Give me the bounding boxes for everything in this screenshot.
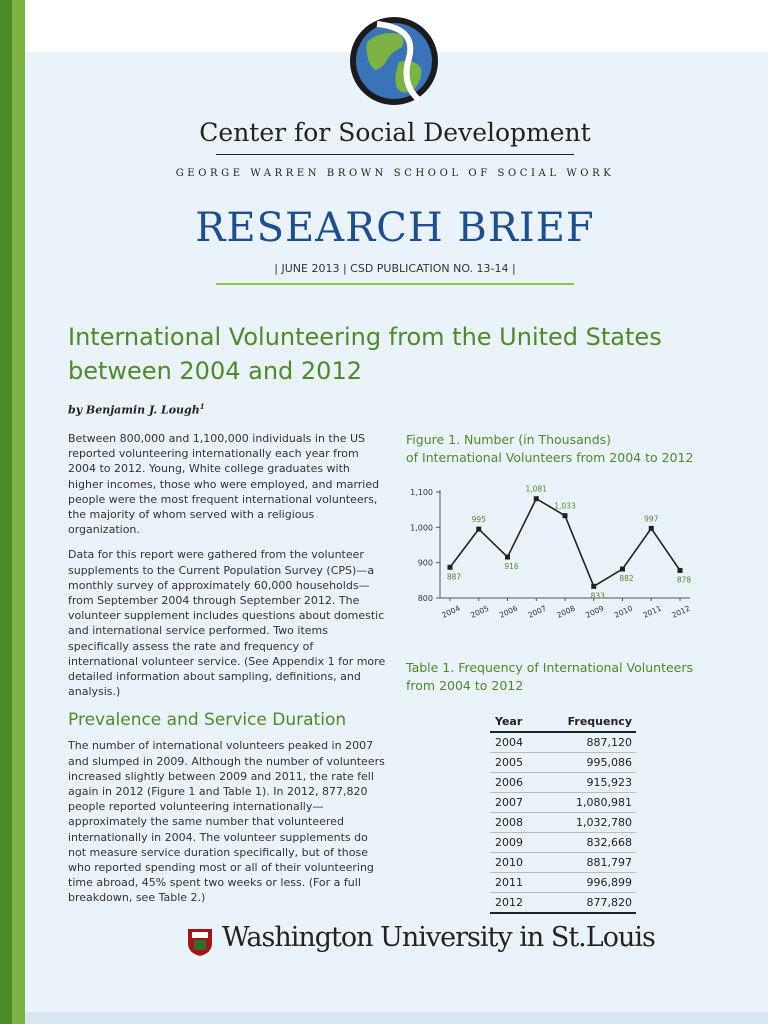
cell-frequency: 877,820 xyxy=(539,893,636,914)
paragraph-data: Data for this report were gathered from the volunteer supplements to the Current Population Survey (CPS)—a monthly survey of approximately 60,000 households—from September 2004 through September 2012. The volunteer supplement includes questions about domestic and international service performed. Two items specifically assess the rate and frequency of international volunteer service. (See Appendix 1 for more detailed information about sampling, definitions, and analysis.) xyxy=(68,548,386,699)
figure-caption xyxy=(406,431,746,467)
x-tick-label: 2010 xyxy=(612,603,634,620)
header-rule xyxy=(216,154,574,155)
data-point xyxy=(678,568,683,573)
cell-frequency: 1,080,981 xyxy=(539,793,636,813)
bottom-band xyxy=(0,1012,768,1024)
section-heading: Prevalence and Service Duration xyxy=(68,710,347,731)
author-name: by Benjamin J. Lough xyxy=(68,403,200,417)
cell-frequency: 995,086 xyxy=(539,753,636,773)
paragraph-intro: Between 800,000 and 1,100,000 individuals in the US reported volunteering internationally each year from 2004 to 2012. Young, White college graduates with higher incomes, those who were employed, and married people were the most frequent international volunteers, the majority of whom served with a religious organization. xyxy=(68,432,380,537)
y-tick-label: 1,000 xyxy=(410,523,433,533)
table-caption-line1: Table 1. Frequency of International Volunteers xyxy=(406,660,693,675)
data-point xyxy=(476,527,481,532)
research-brief-title: RESEARCH BRIEF xyxy=(195,205,595,251)
org-name: Center for Social Development xyxy=(199,118,591,147)
x-tick-label: 2009 xyxy=(584,603,606,620)
data-label: 833 xyxy=(590,591,605,601)
data-label: 995 xyxy=(471,515,486,525)
series-line xyxy=(450,499,680,587)
data-point xyxy=(534,496,539,501)
university-shield-icon xyxy=(186,927,214,957)
header-frequency: Frequency xyxy=(539,713,636,732)
footnote-marker: 1 xyxy=(199,402,205,411)
cell-frequency: 915,923 xyxy=(539,773,636,793)
cell-year: 2005 xyxy=(490,753,539,773)
table-row xyxy=(490,853,636,873)
left-light-green-bar xyxy=(12,0,25,1024)
cell-year: 2006 xyxy=(490,773,539,793)
cell-frequency: 887,120 xyxy=(539,732,636,753)
article-title: International Volunteering from the United States between 2004 and 2012 xyxy=(68,323,662,385)
table-caption xyxy=(406,659,756,695)
cell-frequency: 832,668 xyxy=(539,833,636,853)
left-column xyxy=(68,431,386,916)
cell-year: 2008 xyxy=(490,813,539,833)
university-name: Washington University in St.Louis xyxy=(222,922,655,953)
data-point xyxy=(563,513,568,518)
school-name: GEORGE WARREN BROWN SCHOOL OF SOCIAL WORK xyxy=(175,168,615,179)
paragraph-prevalence: The number of international volunteers peaked in 2007 and slumped in 2009. Although the number of volunteers increased slightly between 2009 and 2011, the rate fell again in 2012 (Figure 1 and Table 1). In 2012, 877,820 people reported volunteering internationally—approximately the same number that volunteered internationally in 2004. The volunteer supplements do not measure service duration specifically, but of those who reported spending most or all of their volunteering time abroad, 45% spent two weeks or less. (For a full breakdown, see Table 2.) xyxy=(68,739,385,905)
globe-logo-icon xyxy=(347,14,441,108)
data-label: 882 xyxy=(619,574,634,584)
table-caption-line2: from 2004 to 2012 xyxy=(406,678,524,693)
y-tick-label: 900 xyxy=(417,558,433,568)
x-tick-label: 2008 xyxy=(555,603,577,620)
byline xyxy=(68,402,205,417)
cell-year: 2010 xyxy=(490,853,539,873)
x-tick-label: 2012 xyxy=(670,603,692,620)
cell-year: 2009 xyxy=(490,833,539,853)
data-label: 1,081 xyxy=(525,484,547,494)
x-tick-label: 2004 xyxy=(440,603,462,620)
table-row xyxy=(490,893,636,914)
table-row xyxy=(490,813,636,833)
cell-year: 2011 xyxy=(490,873,539,893)
publication-line: | JUNE 2013 | CSD PUBLICATION NO. 13-14 | xyxy=(274,262,516,275)
green-rule xyxy=(216,283,574,285)
table-row xyxy=(490,773,636,793)
data-point xyxy=(505,555,510,560)
data-label: 1,033 xyxy=(554,501,576,511)
volunteer-line-chart xyxy=(400,478,700,628)
frequency-table xyxy=(490,713,636,914)
cell-frequency: 1,032,780 xyxy=(539,813,636,833)
data-label: 916 xyxy=(504,562,519,572)
data-point xyxy=(448,565,453,570)
data-label: 997 xyxy=(644,514,659,524)
cell-frequency: 996,899 xyxy=(539,873,636,893)
table-row xyxy=(490,833,636,853)
cell-frequency: 881,797 xyxy=(539,853,636,873)
y-tick-label: 1,100 xyxy=(410,488,433,497)
x-tick-label: 2005 xyxy=(469,603,491,620)
figure-caption-line2: of International Volunteers from 2004 to 2012 xyxy=(406,450,694,465)
cell-year: 2004 xyxy=(490,732,539,753)
table-row xyxy=(490,793,636,813)
cell-year: 2012 xyxy=(490,893,539,914)
data-point xyxy=(620,567,625,572)
university-logo xyxy=(186,920,655,960)
figure-caption-line1: Figure 1. Number (in Thousands) xyxy=(406,432,612,447)
data-point xyxy=(649,526,654,531)
header-year: Year xyxy=(490,713,539,732)
x-tick-label: 2007 xyxy=(526,603,548,620)
data-label: 878 xyxy=(676,575,692,585)
table-row xyxy=(490,732,636,753)
table-row xyxy=(490,753,636,773)
cell-year: 2007 xyxy=(490,793,539,813)
y-tick-label: 800 xyxy=(417,594,433,603)
table-row xyxy=(490,873,636,893)
left-green-bar xyxy=(0,0,12,1024)
data-label: 887 xyxy=(446,572,462,582)
table-header-row xyxy=(490,713,636,732)
x-tick-label: 2011 xyxy=(641,603,663,620)
x-tick-label: 2006 xyxy=(497,603,519,620)
data-point xyxy=(591,584,596,589)
